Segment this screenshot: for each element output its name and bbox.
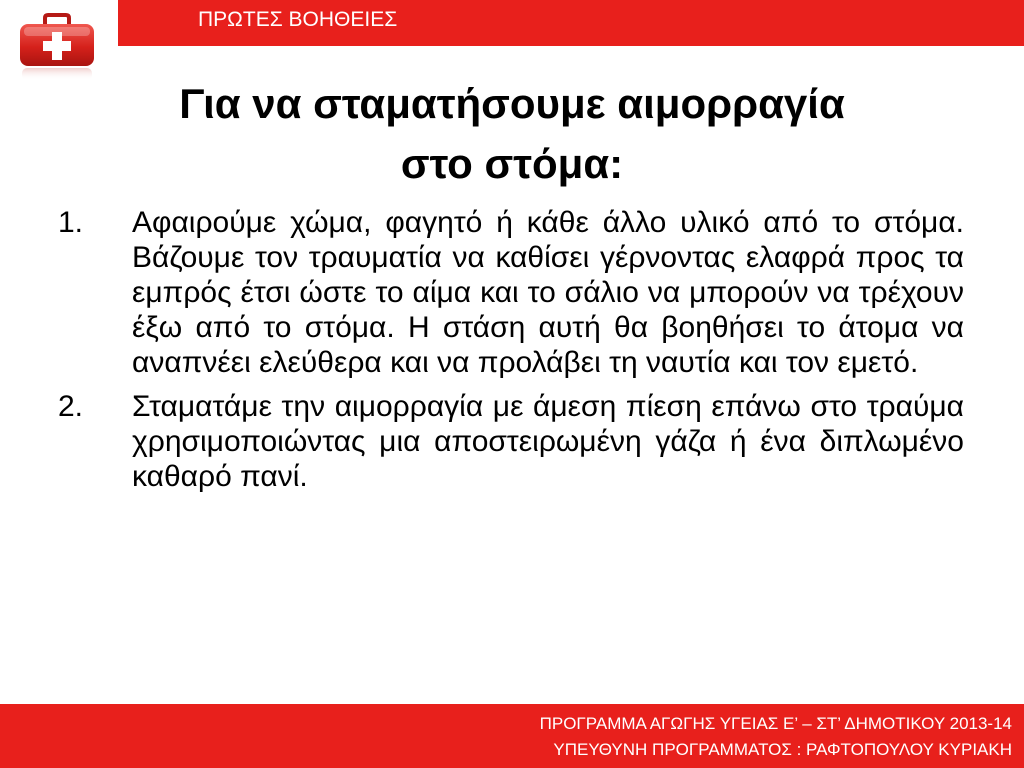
list-item-number: 1. [58, 206, 84, 239]
slide-heading-line1: Για να σταματήσουμε αιμορραγία [179, 80, 845, 127]
footer-program-line: ΠΡΟΓΡΑΜΜΑ ΑΓΩΓΗΣ ΥΓΕΙΑΣ Ε’ – ΣΤ’ ΔΗΜΟΤΙΚΟΥ 2013-14 [539, 714, 1012, 733]
header-title: ΠΡΩΤΕΣ ΒΟΗΘΕΙΕΣ [198, 8, 398, 31]
first-aid-kit-icon [16, 12, 98, 82]
header-bar [118, 0, 1024, 46]
footer-bar [0, 704, 1024, 768]
footer-responsible-line: ΥΠΕΥΘΥΝΗ ΠΡΟΓΡΑΜΜΑΤΟΣ : ΡΑΦΤΟΠΟΥΛΟΥ ΚΥΡΙΑΚΗ [553, 740, 1012, 759]
list-item [58, 205, 964, 380]
list-item-text: Αφαιρούμε χώμα, φαγητό ή κάθε άλλο υλικό από το στόμα. Βάζουμε τον τραυματία να καθίσει γέρνοντας ελαφρά προς τα εμπρός έτσι ώστε το αίμα και το σάλιο να μπορούν να τρέχουν έξω από το στόμα. Η στάση αυτή θα βοηθήσει το άτομα να αναπνέει ελεύθερα και να προλάβει τη ναυτία και τον εμετό. [132, 206, 964, 379]
list-item-text: Σταματάμε την αιμορραγία με άμεση πίεση επάνω στο τραύμα χρησιμοποιώντας μια αποστειρωμένη γάζα ή ένα διπλωμένο καθαρό πανί. [132, 390, 964, 493]
list-item [58, 389, 964, 494]
slide-heading-line2: στο στόμα: [400, 140, 624, 187]
list-item-number: 2. [58, 390, 84, 423]
slide-heading [0, 74, 1024, 194]
instruction-list [58, 205, 964, 503]
